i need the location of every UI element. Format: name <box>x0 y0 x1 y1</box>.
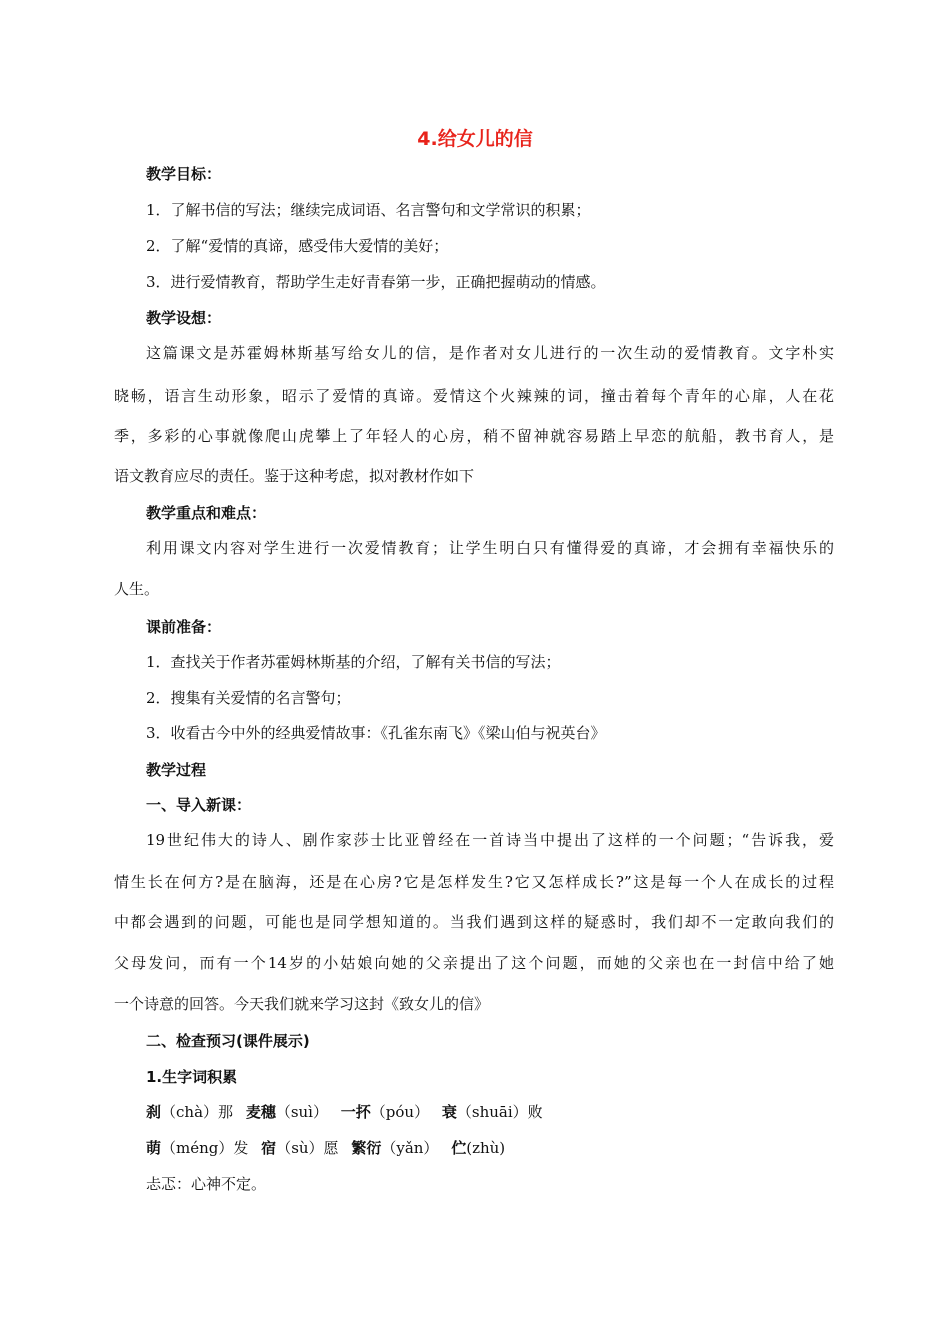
goal-item: 3．进行爱情教育，帮助学生走好青春第一步，正确把握萌动的情感。 <box>146 273 606 291</box>
keypoints-paragraph-line: 利用课文内容对学生进行一次爱情教育；让学生明白只有懂得爱的真谛，才会拥有幸福快乐的 <box>146 539 834 557</box>
intro-paragraph-line: 中都会遇到的问题，可能也是同学想知道的。当我们遇到这样的疑惑时，我们却不一定敢向我们的 <box>114 913 834 931</box>
vocab-word: 一抔 <box>340 1103 371 1121</box>
vocab-word: 刹 <box>146 1103 162 1121</box>
section-heading: 二、检查预习(课件展示) <box>146 1032 310 1050</box>
vocab-word: 繁衍 <box>351 1139 382 1157</box>
vocab-word: 伫 <box>451 1139 467 1157</box>
intro-paragraph-line: 19世纪伟大的诗人、剧作家莎士比亚曾经在一首诗当中提出了这样的一个问题；“告诉我，爱 <box>146 831 834 849</box>
process-heading: 教学过程 <box>146 761 207 779</box>
goal-item: 1．了解书信的写法；继续完成词语、名言警句和文学常识的积累； <box>146 201 591 219</box>
intro-paragraph-line: 情生长在何方?是在脑海，还是在心房?它是怎样发生?它又怎样成长?”这是每一个人在成长的过程 <box>114 873 834 891</box>
vocab-pinyin: (zhù) <box>466 1139 506 1157</box>
vocab-pinyin: （méng）发 <box>161 1139 249 1157</box>
vocab-pinyin: （póu） <box>370 1103 430 1121</box>
intro-paragraph-line: 父母发问，而有一个14岁的小姑娘向她的父亲提出了这个问题，而她的父亲也在一封信中给了她 <box>114 954 834 972</box>
vocab-word: 宿 <box>261 1139 277 1157</box>
goals-heading: 教学目标： <box>146 165 222 183</box>
prep-item: 3．收看古今中外的经典爱情故事：《孔雀东南飞》《梁山伯与祝英台》 <box>146 724 606 742</box>
vocab-pinyin: （yǎn） <box>381 1139 439 1157</box>
prep-item: 2．搜集有关爱情的名言警句； <box>146 689 351 707</box>
prep-item: 1．查找关于作者苏霍姆林斯基的介绍，了解有关书信的写法； <box>146 653 561 671</box>
page-title: 4.给女儿的信 <box>417 128 533 150</box>
intro-paragraph-line: 一个诗意的回答。今天我们就来学习这封《致女儿的信》 <box>114 995 490 1013</box>
vocab-definition: 忐忑：心神不定。 <box>146 1175 267 1193</box>
keypoints-heading: 教学重点和难点： <box>146 504 267 522</box>
section-heading: 一、导入新课： <box>146 796 252 814</box>
vocab-pinyin: （suì） <box>275 1103 328 1121</box>
prep-heading: 课前准备： <box>146 618 222 636</box>
vocab-word: 麦穗 <box>245 1103 276 1121</box>
vocab-heading: 1.生字词积累 <box>146 1068 238 1086</box>
vocab-pinyin: （chà）那 <box>161 1103 234 1121</box>
vocab-word: 衰 <box>441 1103 457 1121</box>
keypoints-paragraph-line: 人生。 <box>114 580 160 598</box>
vocab-pinyin: （shuāi）败 <box>456 1103 543 1121</box>
concept-paragraph-line: 晓畅，语言生动形象，昭示了爱情的真谛。爱情这个火辣辣的词，撞击着每个青年的心扉，人在花 <box>114 387 834 405</box>
vocab-row <box>146 1102 866 1122</box>
concept-paragraph-line: 季，多彩的心事就像爬山虎攀上了年轻人的心房，稍不留神就容易踏上早恋的航船，教书育人，是 <box>114 427 834 445</box>
vocab-pinyin: （sù）愿 <box>276 1139 339 1157</box>
goal-item: 2．了解“爱情的真谛，感受伟大爱情的美好； <box>146 237 449 255</box>
concept-paragraph-line: 语文教育应尽的责任。鉴于这种考虑，拟对教材作如下 <box>114 467 475 485</box>
concept-heading: 教学设想： <box>146 309 222 327</box>
concept-paragraph-line: 这篇课文是苏霍姆林斯基写给女儿的信，是作者对女儿进行的一次生动的爱情教育。文字朴实 <box>146 344 834 362</box>
vocab-row <box>146 1138 866 1158</box>
vocab-word: 萌 <box>146 1139 162 1157</box>
